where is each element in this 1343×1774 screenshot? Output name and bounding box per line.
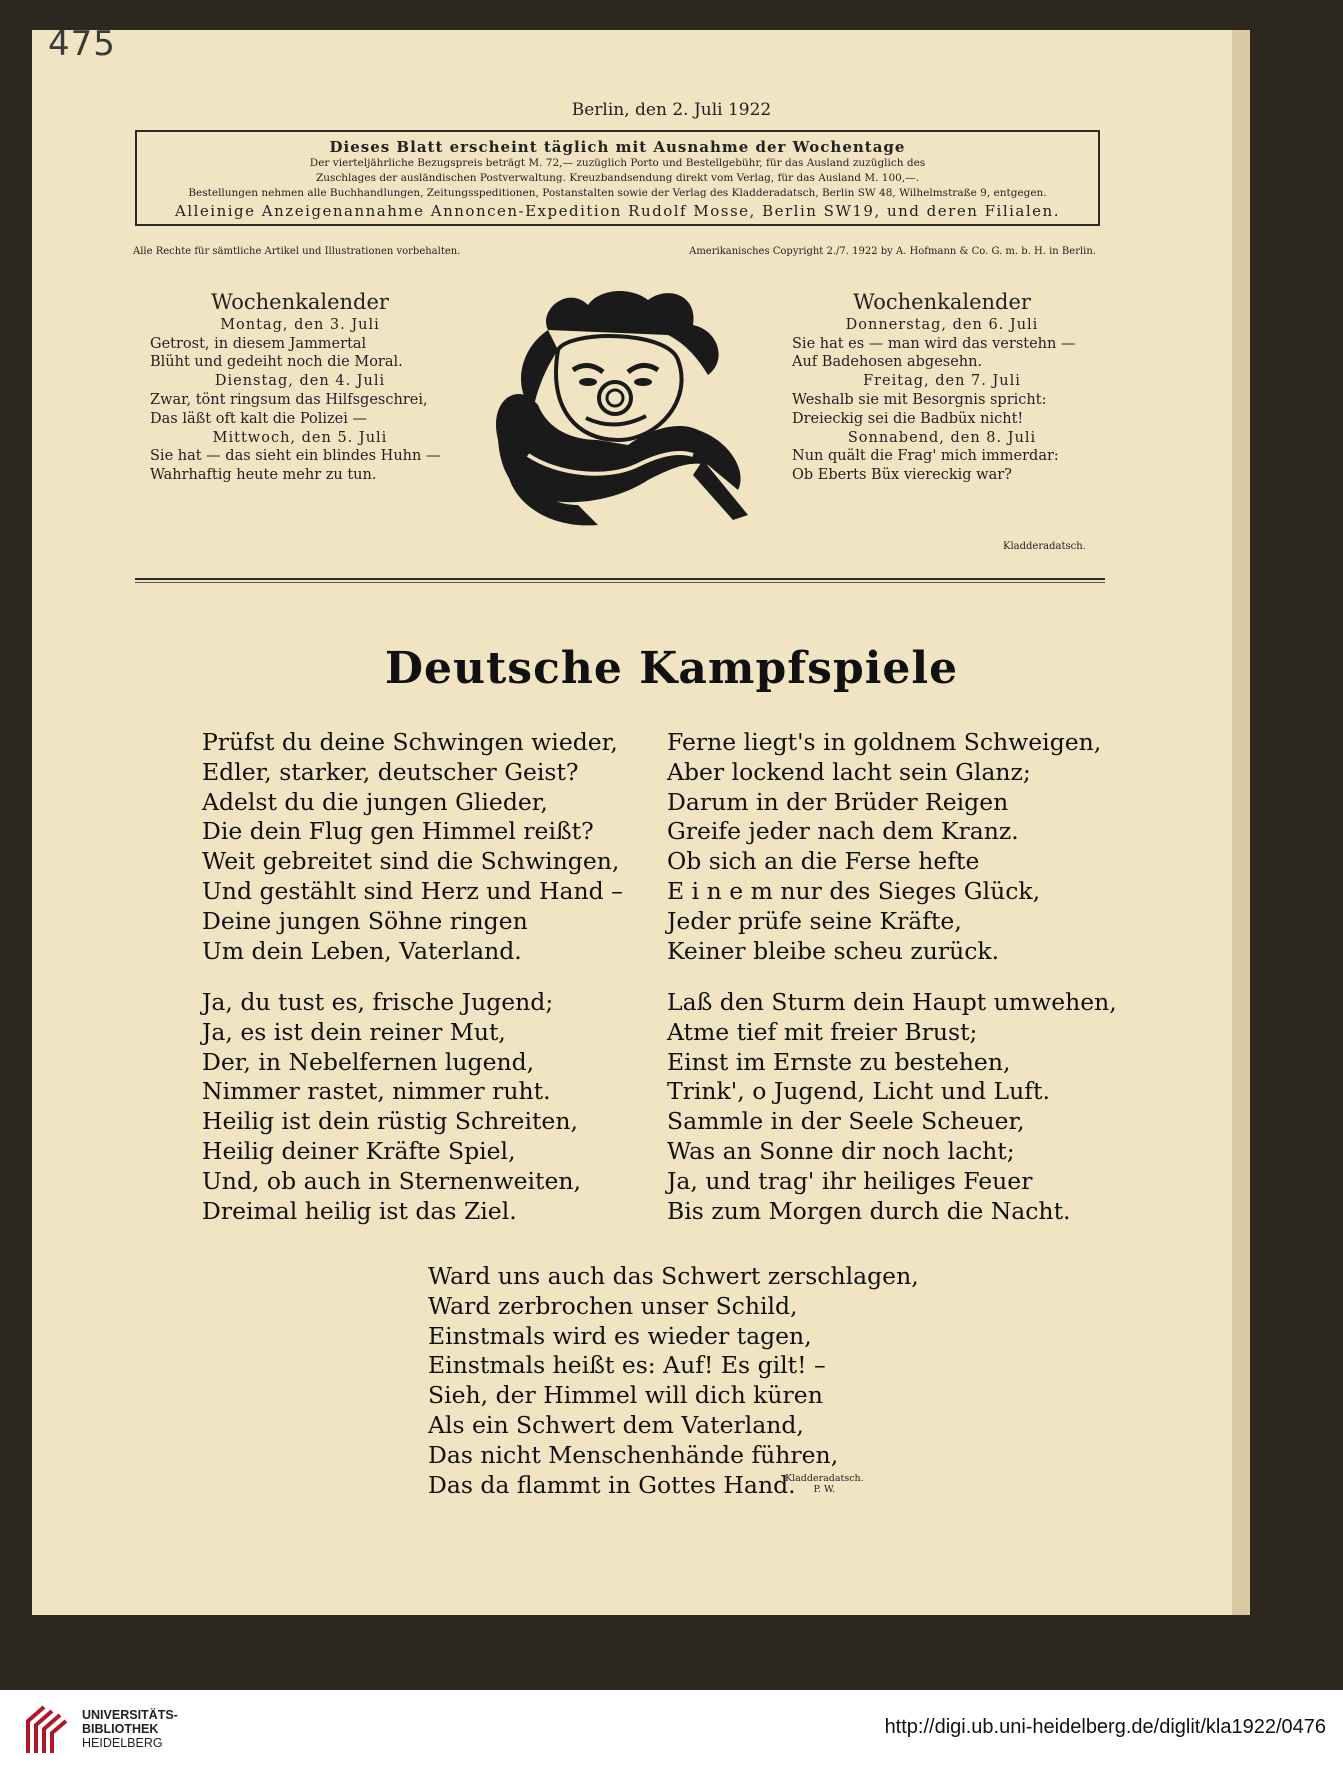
poem-line: Edler, starker, deutscher Geist? bbox=[202, 757, 579, 786]
poem-line: Deine jungen Söhne ringen bbox=[202, 906, 528, 935]
poem-line: Jeder prüfe seine Kräfte, bbox=[667, 906, 962, 935]
subscription-infobox bbox=[135, 130, 1100, 226]
calendar-day: Freitag, den 7. Juli bbox=[863, 373, 1021, 390]
infobox-line-5: Alleinige Anzeigenannahme Annoncen-Expedition Rudolf Mosse, Berlin SW19, und deren Filialen. bbox=[175, 202, 1060, 220]
section-divider bbox=[135, 578, 1105, 580]
poem-line: Ward zerbrochen unser Schild, bbox=[428, 1291, 798, 1320]
calendar-day: Dienstag, den 4. Juli bbox=[214, 373, 386, 390]
poem-line: Weit gebreitet sind die Schwingen, bbox=[202, 847, 620, 876]
poem-line: Bis zum Morgen durch die Nacht. bbox=[667, 1196, 1071, 1225]
copyright-notice: Amerikanisches Copyright 2./7. 1922 by A. Hofmann & Co. G. m. b. H. in Berlin. bbox=[689, 246, 1096, 257]
poem-line: Und, ob auch in Sternenweiten, bbox=[202, 1166, 581, 1195]
poem-line: Prüfst du deine Schwingen wieder, bbox=[202, 728, 618, 756]
calendar-day: Mittwoch, den 5. Juli bbox=[212, 429, 388, 446]
calendar-verse-line: Blüht und gedeiht noch die Moral. bbox=[150, 354, 403, 371]
poem-line: Greife jeder nach dem Kranz. bbox=[667, 817, 1019, 846]
poem-line: Adelst du die jungen Glieder, bbox=[202, 787, 548, 816]
poem-headline: Deutsche Kampfspiele bbox=[384, 643, 959, 694]
poem-line: Einst im Ernste zu bestehen, bbox=[667, 1047, 1011, 1076]
library-logo-icon bbox=[22, 1703, 72, 1757]
infobox-line-2: Der vierteljährliche Bezugspreis beträgt M. 72,— zuzüglich Porto und Bestellgebühr, für das Ausland zuzüglich des bbox=[309, 157, 926, 169]
library-name-line-3: HEIDELBERG bbox=[82, 1736, 163, 1750]
poem-line: E i n e m nur des Sieges Glück, bbox=[667, 876, 1041, 905]
poem-line: Atme tief mit freier Brust; bbox=[667, 1017, 978, 1046]
poem-line: Ja, du tust es, frische Jugend; bbox=[202, 988, 554, 1016]
calendar-verse-line: Nun quält die Frag' mich immerdar: bbox=[792, 448, 1059, 465]
calendar-verse-line: Sie hat es — man wird das verstehn — bbox=[792, 335, 1076, 352]
poem-line: Das nicht Menschenhände führen, bbox=[428, 1440, 839, 1469]
calendar-verse-line: Getrost, in diesem Jammertal bbox=[150, 335, 367, 352]
poem-line: Ferne liegt's in goldnem Schweigen, bbox=[667, 728, 1102, 756]
calendar-signoff: Kladderadatsch. bbox=[1003, 541, 1086, 552]
calendar-day: Sonnabend, den 8. Juli bbox=[847, 429, 1037, 446]
poem-credit bbox=[785, 1473, 864, 1495]
library-name-line-1: UNIVERSITÄTS- bbox=[82, 1708, 178, 1722]
poem-line: Nimmer rastet, nimmer ruht. bbox=[202, 1077, 551, 1106]
caricature-illustration bbox=[478, 290, 768, 540]
poem-line: Ob sich an die Ferse hefte bbox=[667, 847, 980, 876]
poem-line: Das da flammt in Gottes Hand. bbox=[428, 1470, 796, 1499]
infobox-line-1: Dieses Blatt erscheint täglich mit Ausnahme der Wochentage bbox=[329, 138, 906, 156]
poem-stanza-1 bbox=[202, 728, 623, 966]
library-name-line-2: BIBLIOTHEK bbox=[82, 1722, 159, 1736]
poem-line: Als ein Schwert dem Vaterland, bbox=[428, 1410, 804, 1439]
poem-line: Ward uns auch das Schwert zerschlagen, bbox=[428, 1262, 919, 1290]
permalink-url[interactable]: http://digi.ub.uni-heidelberg.de/diglit/kla1922/0476 bbox=[884, 1716, 1326, 1738]
paper-edge bbox=[1232, 30, 1250, 1615]
rights-notice: Alle Rechte für sämtliche Artikel und Illustrationen vorbehalten. bbox=[133, 246, 461, 257]
calendar-title: Wochenkalender bbox=[853, 290, 1031, 314]
calendar-verse-line: Weshalb sie mit Besorgnis spricht: bbox=[792, 391, 1047, 408]
calendar-day: Montag, den 3. Juli bbox=[220, 316, 380, 333]
poem-line: Einstmals wird es wieder tagen, bbox=[428, 1321, 812, 1350]
calendar-verse-line: Wahrhaftig heute mehr zu tun. bbox=[150, 467, 377, 484]
poem-line: Darum in der Brüder Reigen bbox=[667, 787, 1009, 816]
poem-line: Der, in Nebelfernen lugend, bbox=[202, 1047, 535, 1076]
poem-line: Heilig deiner Kräfte Spiel, bbox=[202, 1136, 516, 1165]
poem-line: Dreimal heilig ist das Ziel. bbox=[202, 1196, 517, 1225]
poem-stanza-5 bbox=[428, 1262, 919, 1500]
poem-line: Keiner bleibe scheu zurück. bbox=[667, 936, 1000, 965]
credit-author: P. W. bbox=[813, 1484, 836, 1495]
week-calendar-right bbox=[792, 290, 1092, 485]
poem-line: Ja, und trag' ihr heiliges Feuer bbox=[667, 1166, 1033, 1195]
calendar-verse-line: Dreieckig sei die Badbüx nicht! bbox=[792, 410, 1024, 427]
poem-line: Trink', o Jugend, Licht und Luft. bbox=[667, 1077, 1050, 1106]
calendar-verse-line: Auf Badehosen abgesehn. bbox=[792, 354, 983, 371]
week-calendar-left bbox=[150, 290, 450, 485]
credit-source: Kladderadatsch. bbox=[785, 1473, 864, 1484]
calendar-title: Wochenkalender bbox=[211, 290, 389, 314]
calendar-verse-line: Das läßt oft kalt die Polizei — bbox=[150, 410, 368, 427]
poem-stanza-2 bbox=[667, 728, 1101, 966]
poem-stanza-4 bbox=[667, 988, 1117, 1226]
poem-stanza-3 bbox=[202, 988, 581, 1226]
poem-line: Sieh, der Himmel will dich küren bbox=[428, 1381, 823, 1410]
poem-line: Heilig ist dein rüstig Schreiten, bbox=[202, 1107, 578, 1136]
poem-line: Ja, es ist dein reiner Mut, bbox=[202, 1017, 506, 1046]
date-line: Berlin, den 2. Juli 1922 bbox=[571, 100, 772, 120]
infobox-line-4: Bestellungen nehmen alle Buchhandlungen, Zeitungsspeditionen, Postanstalten sowie der Verlag des Kladderadatsch, Berlin SW 48, Wilhelmstraße 9, entgegen. bbox=[188, 187, 1047, 199]
calendar-verse-line: Sie hat — das sieht ein blindes Huhn — bbox=[150, 448, 441, 465]
section-divider-thin bbox=[135, 582, 1105, 583]
poem-line: Um dein Leben, Vaterland. bbox=[202, 936, 522, 965]
handwritten-page-number: 475 bbox=[48, 24, 116, 64]
calendar-verse-line: Zwar, tönt ringsum das Hilfsgeschrei, bbox=[150, 391, 428, 408]
poem-line: Laß den Sturm dein Haupt umwehen, bbox=[667, 988, 1117, 1016]
calendar-verse-line: Ob Eberts Büx viereckig war? bbox=[792, 467, 1012, 484]
calendar-day: Donnerstag, den 6. Juli bbox=[845, 316, 1039, 333]
poem-line: Einstmals heißt es: Auf! Es gilt! – bbox=[428, 1351, 826, 1380]
poem-line: Sammle in der Seele Scheuer, bbox=[667, 1107, 1025, 1136]
poem-line: Die dein Flug gen Himmel reißt? bbox=[202, 817, 594, 846]
infobox-line-3: Zuschlages der ausländischen Postverwaltung. Kreuzbandsendung direkt vom Verlag, für das Ausland M. 100,—. bbox=[315, 172, 920, 184]
poem-line: Und gestählt sind Herz und Hand – bbox=[202, 876, 623, 905]
poem-line: Was an Sonne dir noch lacht; bbox=[667, 1136, 1015, 1165]
library-name bbox=[82, 1708, 178, 1750]
poem-line: Aber lockend lacht sein Glanz; bbox=[667, 757, 1031, 786]
